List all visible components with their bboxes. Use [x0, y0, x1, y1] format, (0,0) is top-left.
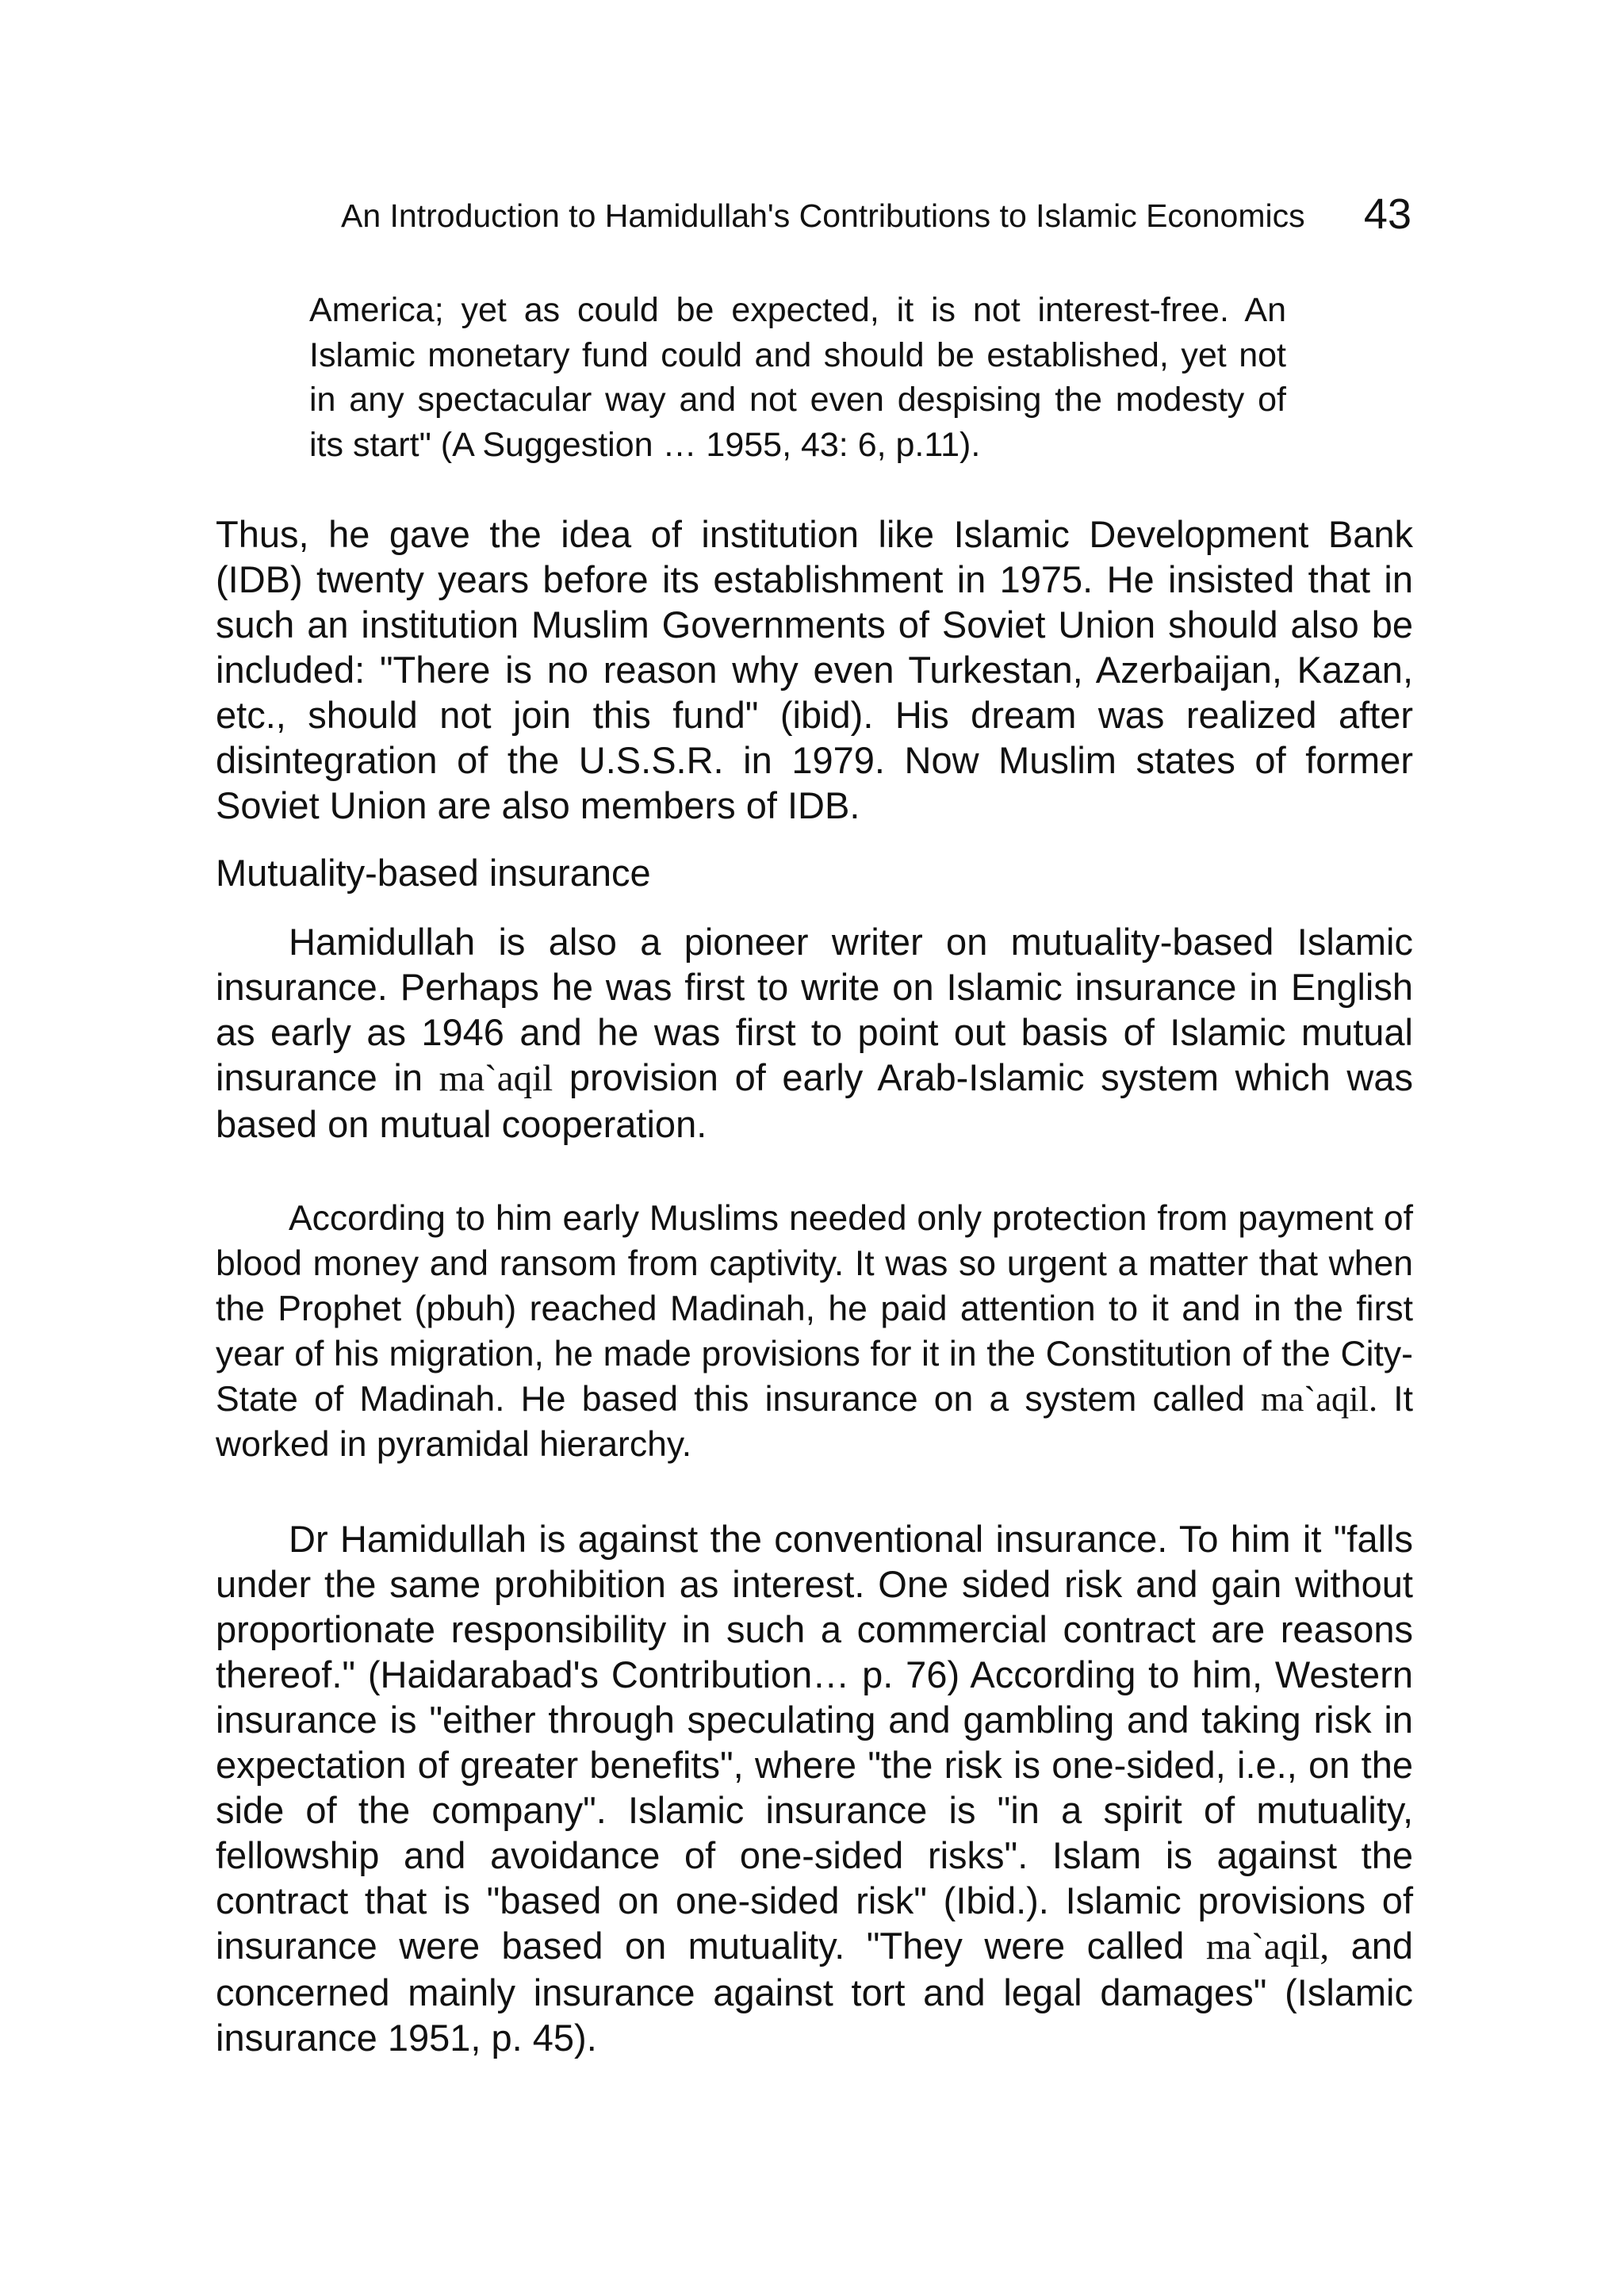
page-number: 43	[1363, 190, 1411, 238]
paragraph-conventional-insurance-text: Dr Hamidullah is against the conventional insurance. To him it "falls under the same prohibition as interest. One sided risk and gain without proportionate responsibility in such a commercial contract are reasons thereof." (Haidarabad's Contribution… p. 76) According to him, Western insurance is "either through speculating and gambling and taking risk in expectation of greater benefits", where "the risk is one-sided, i.e., on the side of the company". Islamic insurance is "in a spirit of mutuality, fellowship and avoidance of one-sided risks". Islam is against the contract that is "based on one-sided risk" (Ibid.). Islamic provisions of insurance were based on mutuality. "They were called	[216, 1518, 1413, 1967]
paragraph-early-muslims-text: According to him early Muslims needed only protection from payment of blood money and ransom from captivity. It was so urgent a matter that when the Prophet (pbuh) reached Madinah, he paid attention to it and in the first year of his migration, he made provisions for it in the Constitution of the City-State of Madinah. He based this insurance on a system called	[216, 1199, 1413, 1419]
page-body	[216, 288, 1413, 2060]
block-quote: America; yet as could be expected, it is not interest-free. An Islamic monetary fund could and should be established, yet not in any spectacular way and not even despising the modesty of its start" (A Suggestion … 1955, 43: 6, p.11).	[309, 291, 1286, 464]
paragraph-pioneer-text-end: provision of early Arab-Islamic system which was based on mutual cooperation.	[216, 1056, 1413, 1145]
term-maaqil: ma`aqil	[439, 1058, 553, 1099]
paragraph-pioneer	[216, 919, 1413, 1147]
paragraph-conventional-insurance	[216, 1516, 1413, 2060]
paragraph-early-muslims	[216, 1196, 1413, 1467]
paragraph-pioneer-text: Hamidullah is also a pioneer writer on mutuality-based Islamic insurance. Perhaps he was first to write on Islamic insurance in English as early as 1946 and he was first to point out basis of Islamic mutual insurance in	[216, 921, 1413, 1098]
paragraph-idb: Thus, he gave the idea of institution like Islamic Development Bank (IDB) twenty years before its establishment in 1975. He insisted that in such an institution Muslim Governments of Soviet Union should also be included: "There is no reason why even Turkestan, Azerbaijan, Kazan, etc., should not join this fund" (ibid). His dream was realized after disintegration of the U.S.S.R. in 1979. Now Muslim states of former Soviet Union are also members of IDB.	[216, 513, 1413, 826]
term-maaqil: ma`aqil.	[1261, 1379, 1378, 1419]
term-maaqil: ma`aqil,	[1205, 1926, 1330, 1967]
section-heading: Mutuality-based insurance	[216, 852, 651, 894]
page-header	[341, 190, 1411, 242]
paragraph-conventional-insurance-text-end: and concerned mainly insurance against tort and legal damages" (Islamic insurance 1951, p. 45).	[216, 1925, 1413, 2059]
paragraph-early-muslims-text-end: It worked in pyramidal hierarchy.	[216, 1380, 1414, 1464]
running-title: An Introduction to Hamidullah's Contributions to Islamic Economics	[341, 197, 1305, 234]
